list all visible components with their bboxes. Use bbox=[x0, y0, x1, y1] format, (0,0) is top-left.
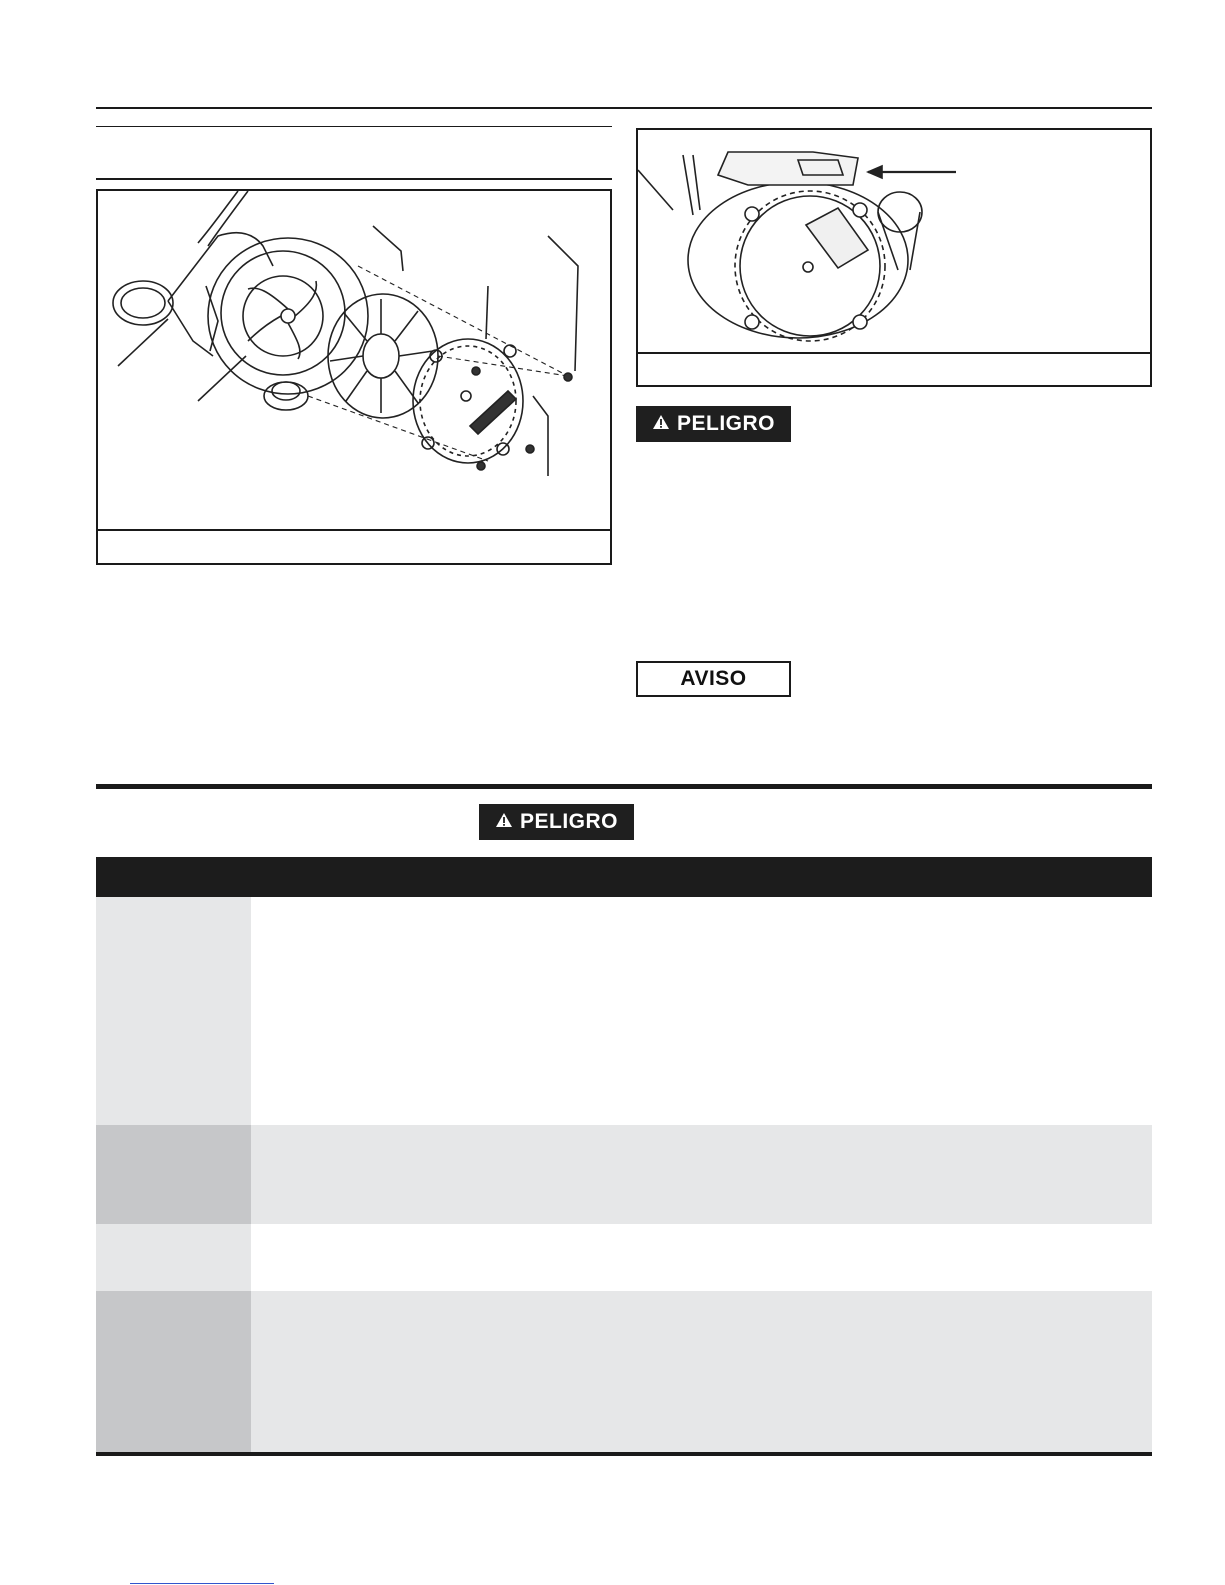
table-danger-signal bbox=[479, 804, 634, 840]
table-danger-signal-label: PELIGRO bbox=[519, 810, 618, 833]
danger-signal-label: PELIGRO bbox=[676, 412, 775, 435]
figure-caption-rule-2 bbox=[638, 352, 1150, 354]
table-cell-solution bbox=[251, 1125, 1152, 1224]
table-cell-solution bbox=[251, 1291, 1152, 1452]
left-heading-bottom-rule bbox=[96, 178, 612, 180]
left-heading-top-rule bbox=[96, 126, 612, 127]
notice-signal bbox=[636, 661, 791, 697]
notice-signal-label: AVISO bbox=[680, 667, 747, 690]
table-row bbox=[96, 1125, 1152, 1224]
page-top-rule bbox=[96, 107, 1152, 109]
figure-caption-rule bbox=[98, 529, 610, 531]
table-cell-problem bbox=[96, 1224, 251, 1291]
section-heavy-rule bbox=[96, 784, 1152, 789]
figure-assembled-pump bbox=[636, 128, 1152, 387]
danger-signal bbox=[636, 406, 791, 442]
figure-exploded-pump bbox=[96, 189, 612, 565]
exploded-pump-illustration bbox=[98, 191, 610, 531]
warning-triangle-icon bbox=[652, 412, 670, 436]
table-cell-problem bbox=[96, 897, 251, 1125]
table-row bbox=[96, 897, 1152, 1125]
table-cell-solution bbox=[251, 897, 1152, 1125]
table-cell-problem bbox=[96, 1291, 251, 1452]
footer-link-underline[interactable] bbox=[130, 1583, 274, 1584]
table-cell-solution bbox=[251, 1224, 1152, 1291]
table-row bbox=[96, 1291, 1152, 1452]
table-bottom-rule bbox=[96, 1452, 1152, 1456]
assembled-pump-illustration bbox=[638, 130, 1150, 354]
table-cell-problem bbox=[96, 1125, 251, 1224]
table-header-bar bbox=[96, 857, 1152, 897]
table-row bbox=[96, 1224, 1152, 1291]
warning-triangle-icon-2 bbox=[495, 810, 513, 834]
